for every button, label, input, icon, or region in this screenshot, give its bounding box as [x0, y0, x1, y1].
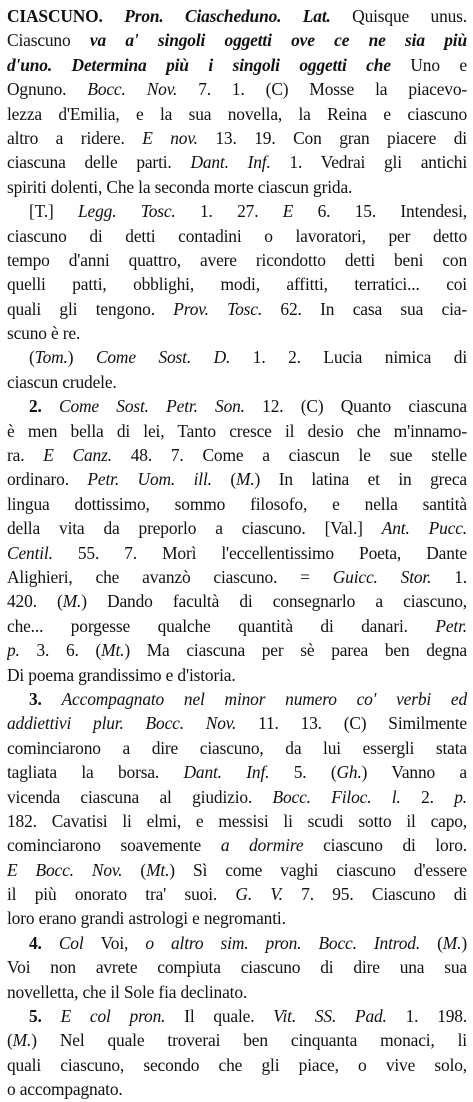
text-segment: ciascuna delle parti. [7, 152, 191, 173]
entry-line [7, 345, 467, 369]
entry-line [7, 224, 467, 248]
text-segment: E Canz. [43, 445, 131, 466]
text-segment: G. V. [235, 884, 302, 905]
text-segment: Mt. [101, 640, 125, 661]
text-segment: o accompagnato. [7, 1079, 123, 1100]
text-segment: addiettivi plur. Bocc. Nov. [7, 713, 259, 734]
text-segment: 1. 2. Lucia nimica di [252, 347, 467, 368]
text-segment: Ant. Pucc. [381, 518, 467, 539]
text-segment: E [282, 201, 318, 222]
text-segment: E nov. [142, 127, 216, 148]
text-segment: Voi non avrete compiuta ciascuno di dire una sua [7, 957, 467, 978]
entry-line [7, 28, 467, 52]
text-segment: 13. 19. Con gran piacere di [215, 127, 467, 148]
text-segment: 55. 7. Morì l'eccellentissimo Poeta, Dante [77, 542, 467, 563]
text-segment: quali ciascuno, secondo che gli piace, o vive solo, [7, 1054, 467, 1075]
text-segment: 6. 15. Intendesi, [317, 201, 467, 222]
entry-line [7, 1077, 467, 1101]
text-segment: ( [7, 1030, 13, 1051]
entry-line [7, 150, 467, 174]
text-segment: 48. 7. Come a ciascun le sue stelle [130, 445, 467, 466]
text-segment: Prov. Tosc. [173, 298, 281, 319]
entry-line [7, 931, 467, 955]
text-segment: 1. Vedrai gli antichi [289, 152, 467, 173]
text-segment: Tom. [34, 347, 68, 368]
text-segment: Vit. SS. Pad. [273, 1006, 406, 1027]
entry-line [7, 53, 467, 77]
entry-line [7, 297, 467, 321]
entry-line [7, 589, 467, 613]
text-segment: novelletta, che il Sole fia declinato. [7, 981, 248, 1002]
entry-line [7, 980, 467, 1004]
text-segment: cominciarono a dire ciascuno, da lui essergli stata [7, 737, 467, 758]
entry-line [7, 955, 467, 979]
entry-line [7, 272, 467, 296]
entry-line [7, 443, 467, 467]
entry-line [7, 882, 467, 906]
text-segment: E col pron. [60, 1006, 185, 1027]
entry-line [7, 736, 467, 760]
text-segment: 4. [29, 932, 59, 953]
text-segment: ) In latina et in greca [254, 469, 467, 490]
text-segment: 5. [29, 1006, 61, 1027]
entry-line [7, 370, 467, 394]
entry-line [7, 1053, 467, 1077]
entry-line [7, 394, 467, 418]
text-segment: Bocc. Nov. [87, 79, 199, 100]
text-segment: ra. [7, 445, 44, 466]
text-segment: 1. 27. [200, 201, 283, 222]
text-segment: 1. 198. [405, 1006, 467, 1027]
text-segment: d'uno. Determina più i singoli oggetti che [7, 54, 411, 75]
text-segment: scuno è re. [7, 323, 81, 344]
text-segment: 2. [29, 396, 60, 417]
entry-line [7, 565, 467, 589]
text-segment: va a' singoli oggetti ove ce ne sia più [89, 30, 467, 51]
text-segment: ) Dando facultà di consegnarlo a ciascuno, [81, 591, 467, 612]
text-segment: Uno e [410, 54, 467, 75]
text-segment: p. [7, 640, 37, 661]
entry-line [7, 638, 467, 662]
text-segment: Ciascuno [7, 30, 90, 51]
text-segment: ciascuno di detti contadini o lavoratori, per detto [7, 225, 467, 246]
entry-line [7, 516, 467, 540]
entry-line [7, 711, 467, 735]
entry-line [7, 541, 467, 565]
text-segment: 5. ( [293, 762, 337, 783]
text-segment: p. [454, 786, 467, 807]
text-segment: E Bocc. Nov. [7, 859, 141, 880]
text-segment: il più onorato tra' suoi. [7, 884, 236, 905]
entry-line [7, 492, 467, 516]
text-segment: spiriti dolenti, Che la seconda morte ciascun grida. [7, 176, 353, 197]
entry-line [7, 419, 467, 443]
text-segment: Quisque unus. [352, 6, 467, 26]
text-segment: ciascun crudele. [7, 371, 117, 392]
text-segment: Pron. Ciascheduno. Lat. [124, 6, 353, 26]
entry-line [7, 175, 467, 199]
text-segment: che... porgesse qualche quantità di danari. [7, 615, 436, 636]
text-segment: ciascuno di loro. [323, 835, 467, 856]
text-segment: Alighieri, che avanzò ciascuno. = [7, 566, 333, 587]
text-segment: Guicc. Stor. [332, 566, 455, 587]
entry-line [7, 906, 467, 930]
text-segment: 3. [29, 688, 62, 709]
text-segment: CIASCUNO. [7, 6, 125, 26]
text-segment: Petr. Uom. ill. [87, 469, 231, 490]
entry-line [7, 833, 467, 857]
text-segment: altro a ridere. [7, 127, 143, 148]
text-segment: Come Sost. D. [95, 347, 253, 368]
entry-line [7, 1004, 467, 1028]
text-segment: lingua dottissimo, sommo filosofo, e nella santità [7, 493, 467, 514]
text-segment: ) Sì come vaghi ciascuno d'essere [169, 859, 467, 880]
text-segment: ) Nel quale troverai ben cinquanta monaci, li [31, 1030, 467, 1051]
entry-line [7, 126, 467, 150]
text-segment: della vita da preporlo a ciascuno. [Val.] [7, 518, 382, 539]
entry-line [7, 4, 467, 28]
text-segment: Bocc. Filoc. l. [272, 786, 422, 807]
text-segment: Ognuno. [7, 79, 88, 100]
text-segment: ordinaro. [7, 469, 88, 490]
text-segment: ( [230, 469, 236, 490]
text-segment: ) [67, 347, 96, 368]
text-segment: 12. (C) Quanto ciascuna [262, 396, 467, 417]
text-segment: Petr. [435, 615, 467, 636]
entry-line [7, 321, 467, 345]
text-segment: ( [29, 347, 35, 368]
text-segment: [T.] [29, 201, 79, 222]
text-segment: 7. 95. Ciascuno di [301, 884, 467, 905]
text-segment: tagliata la borsa. [7, 762, 184, 783]
text-segment: M. [62, 591, 82, 612]
text-segment: 11. 13. (C) Similmente [258, 713, 467, 734]
text-segment: è men bella di lei, Tanto cresce il desio che m'innamo- [7, 420, 467, 441]
text-segment: Col [58, 932, 101, 953]
entry-line [7, 858, 467, 882]
text-segment: Di poema grandissimo e d'istoria. [7, 664, 236, 685]
entry-line [7, 1028, 467, 1052]
entry-line [7, 809, 467, 833]
text-segment: Legg. Tosc. [78, 201, 200, 222]
entry-line [7, 467, 467, 491]
text-segment: a dormire [220, 835, 324, 856]
entry-line [7, 248, 467, 272]
text-segment: ) Vanno a [361, 762, 467, 783]
text-segment: Gh. [336, 762, 362, 783]
text-segment: Accompagnato nel minor numero co' verbi ed [61, 688, 467, 709]
text-segment: ) [461, 932, 467, 953]
text-segment: 1. [454, 566, 467, 587]
text-segment: 62. In casa sua cia- [280, 298, 467, 319]
text-segment: Il quale. [184, 1006, 274, 1027]
entry-line [7, 614, 467, 638]
text-segment: Mt. [146, 859, 170, 880]
text-segment: vicenda ciascuna al giudizio. [7, 786, 273, 807]
text-segment: M. [236, 469, 255, 490]
text-segment: 2. [421, 786, 455, 807]
text-segment: lezza d'Emilia, e la sua novella, la Reina e ciascuno [7, 103, 467, 124]
text-segment: 182. Cavatisi li elmi, e messisi li scudi sotto il capo, [7, 810, 467, 831]
text-segment: Voi, [100, 932, 146, 953]
entry-line [7, 760, 467, 784]
text-segment: 7. 1. (C) Mosse la piacevo- [198, 79, 467, 100]
text-segment: quelli patti, obblighi, modi, affitti, terratici... coi [7, 274, 467, 295]
text-segment: loro erano grandi astrologi e negromanti. [7, 908, 286, 929]
text-segment: ) Ma ciascuna per sè parea ben degna [124, 640, 467, 661]
text-segment: Come Sost. Petr. Son. [59, 396, 263, 417]
dictionary-entry-ciascuno [7, 4, 467, 1102]
text-segment: 420. ( [7, 591, 63, 612]
text-segment: ( [140, 859, 147, 880]
text-segment: Centil. [7, 542, 78, 563]
entry-line [7, 102, 467, 126]
text-segment: cominciarono soavemente [7, 835, 221, 856]
entry-line [7, 77, 467, 101]
text-segment: Dant. Inf. [190, 152, 290, 173]
text-segment: quali gli tengono. [7, 298, 174, 319]
entry-line [7, 199, 467, 223]
text-segment: o altro sim. pron. Bocc. Introd. [145, 932, 438, 953]
text-segment: tempo d'anni quattro, avere ricondotto detti beni con [7, 249, 467, 270]
text-segment: Dant. Inf. [183, 762, 294, 783]
entry-line [7, 663, 467, 687]
entry-line [7, 687, 467, 711]
entry-line [7, 785, 467, 809]
text-segment: M. [442, 932, 462, 953]
text-segment: M. [12, 1030, 32, 1051]
text-segment: ( [437, 932, 443, 953]
text-segment: 3. 6. ( [36, 640, 102, 661]
